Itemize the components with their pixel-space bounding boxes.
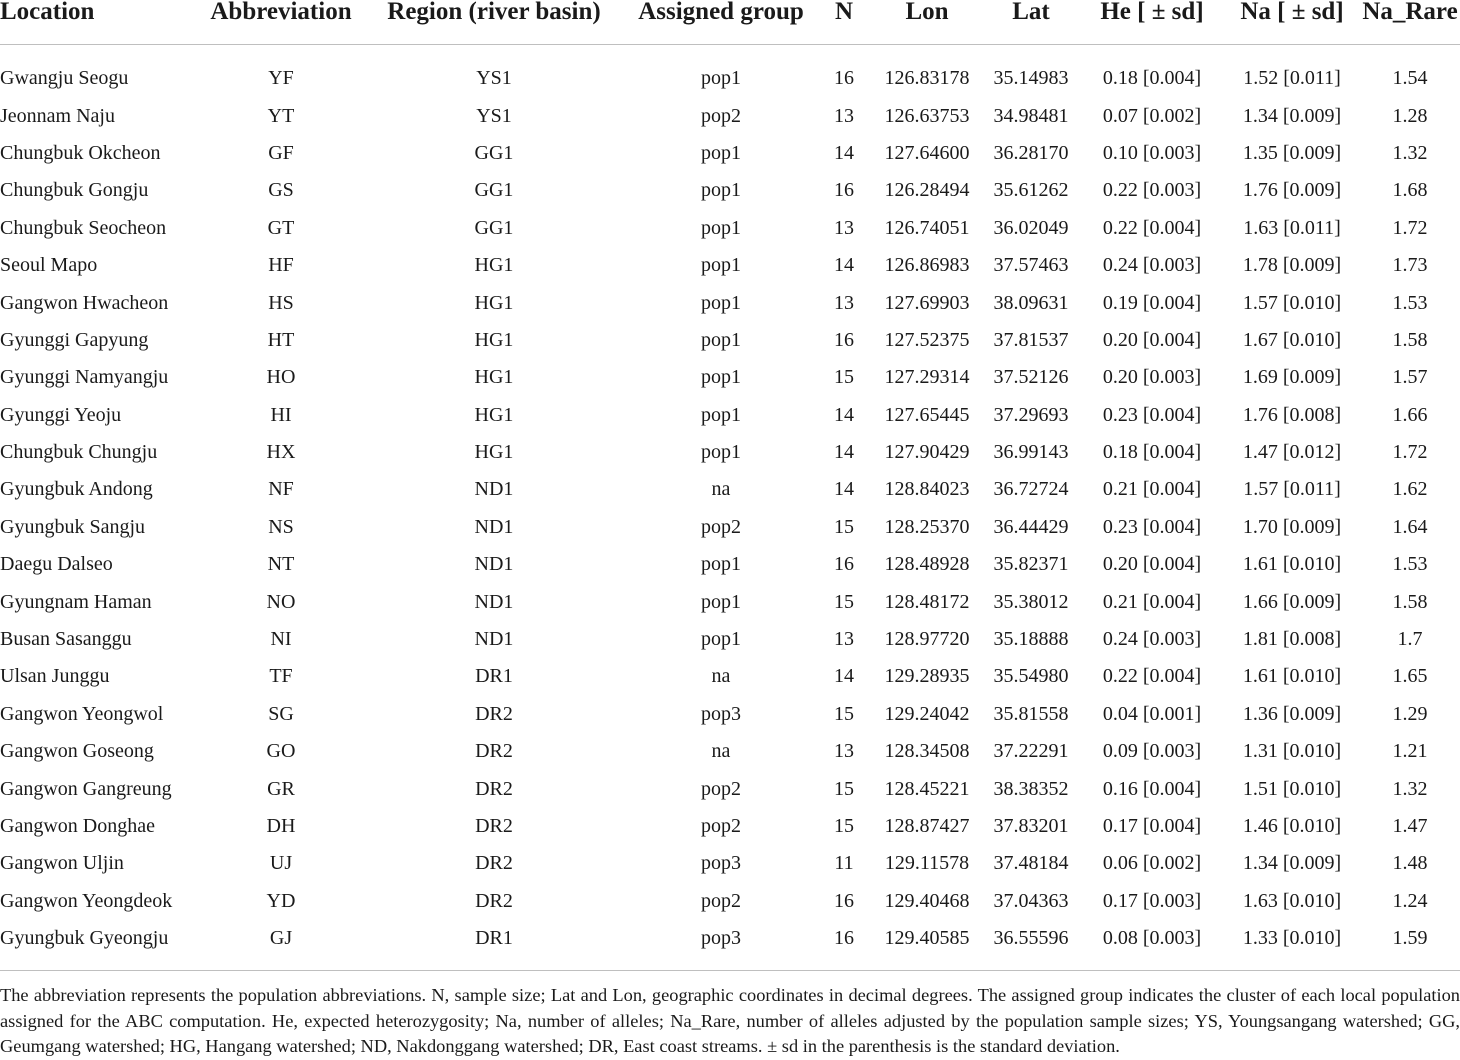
cell-lat: 38.38352	[993, 777, 1069, 800]
col-header-he: He [ ± sd]	[1080, 0, 1224, 45]
cell-abbreviation: HT	[267, 328, 295, 351]
table-row	[0, 808, 1460, 845]
table-row	[0, 845, 1460, 882]
cell-region: DR2	[475, 777, 513, 800]
cell-assigned-group: pop1	[701, 291, 741, 314]
cell-lat: 37.81537	[993, 328, 1069, 351]
cell-na: 1.76 [0.009]	[1242, 179, 1342, 202]
cell-he: 0.10 [0.003]	[1102, 141, 1202, 164]
cell-lat: 36.28170	[993, 141, 1069, 164]
cell-he: 0.22 [0.004]	[1102, 665, 1202, 688]
cell-location: Gyungbuk Gyeongju	[0, 927, 169, 950]
cell-region: DR2	[475, 852, 513, 875]
cell-na: 1.70 [0.009]	[1242, 515, 1342, 538]
cell-n: 16	[834, 927, 854, 950]
cell-region: DR2	[475, 815, 513, 837]
cell-lat: 36.55596	[993, 927, 1069, 950]
cell-n: 15	[834, 702, 854, 725]
cell-lat: 36.99143	[993, 441, 1069, 464]
cell-region: DR2	[475, 702, 513, 725]
table-row	[0, 359, 1460, 396]
cell-location: Gyungbuk Andong	[0, 478, 153, 501]
cell-assigned-group: pop1	[701, 441, 741, 464]
cell-lat: 36.02049	[993, 216, 1069, 239]
cell-lon: 126.74051	[884, 216, 970, 239]
cell-lon: 127.29314	[884, 366, 970, 389]
cell-lon: 128.87427	[884, 815, 970, 837]
cell-lat: 35.18888	[993, 628, 1069, 651]
cell-na-rare: 1.58	[1392, 590, 1428, 613]
cell-abbreviation: SG	[268, 702, 294, 725]
cell-he: 0.08 [0.003]	[1102, 927, 1202, 950]
cell-abbreviation: TF	[269, 665, 293, 688]
cell-n: 14	[834, 254, 854, 277]
cell-he: 0.07 [0.002]	[1102, 104, 1202, 127]
cell-n: 14	[834, 141, 854, 164]
table-row	[0, 621, 1460, 658]
cell-n: 15	[834, 515, 854, 538]
cell-he: 0.18 [0.004]	[1102, 441, 1202, 464]
cell-na: 1.63 [0.011]	[1243, 216, 1341, 239]
cell-location: Gyunggi Yeoju	[0, 403, 122, 426]
table-row	[0, 546, 1460, 583]
table-body	[0, 45, 1460, 958]
cell-location: Gangwon Goseong	[0, 740, 154, 763]
cell-he: 0.16 [0.004]	[1102, 777, 1202, 800]
cell-abbreviation: NT	[267, 553, 295, 576]
cell-location: Gangwon Yeongdeok	[0, 889, 173, 912]
cell-na-rare: 1.64	[1392, 515, 1428, 538]
cell-lon: 128.25370	[884, 515, 970, 538]
cell-na-rare: 1.65	[1392, 665, 1428, 688]
cell-abbreviation: NI	[270, 628, 292, 651]
cell-he: 0.21 [0.004]	[1102, 590, 1202, 613]
cell-abbreviation: YT	[267, 104, 295, 127]
table-row	[0, 322, 1460, 359]
cell-na-rare: 1.28	[1392, 104, 1428, 127]
cell-assigned-group: pop1	[701, 553, 741, 576]
cell-lon: 127.65445	[884, 403, 970, 426]
table-row	[0, 247, 1460, 284]
cell-n: 14	[834, 403, 854, 426]
cell-n: 14	[834, 441, 854, 464]
cell-assigned-group: pop3	[701, 927, 741, 950]
cell-na-rare: 1.32	[1392, 777, 1428, 800]
col-header-assigned-group: Assigned group	[626, 0, 816, 45]
cell-lat: 35.38012	[993, 590, 1069, 613]
cell-region: DR1	[475, 665, 513, 688]
cell-na: 1.34 [0.009]	[1242, 104, 1342, 127]
cell-lat: 37.52126	[993, 366, 1069, 389]
cell-region: ND1	[474, 628, 514, 651]
cell-abbreviation: GF	[268, 141, 294, 164]
cell-na-rare: 1.53	[1392, 553, 1428, 576]
cell-he: 0.24 [0.003]	[1102, 628, 1202, 651]
cell-he: 0.23 [0.004]	[1102, 403, 1202, 426]
cell-n: 15	[834, 590, 854, 613]
table-row	[0, 696, 1460, 733]
col-header-lat: Lat	[982, 0, 1080, 45]
cell-lat: 36.44429	[993, 515, 1069, 538]
cell-na-rare: 1.54	[1392, 67, 1428, 90]
cell-na: 1.33 [0.010]	[1242, 927, 1342, 950]
cell-na: 1.51 [0.010]	[1242, 777, 1342, 800]
cell-lon: 126.63753	[884, 104, 970, 127]
cell-location: Gwangju Seogu	[0, 67, 129, 90]
cell-region: HG1	[474, 254, 514, 277]
cell-n: 13	[834, 104, 854, 127]
cell-location: Gyungbuk Sangju	[0, 515, 145, 538]
cell-lon: 129.40585	[884, 927, 970, 950]
cell-lat: 36.72724	[993, 478, 1069, 501]
header-spacer	[0, 45, 1460, 61]
cell-he: 0.22 [0.004]	[1102, 216, 1202, 239]
cell-na: 1.67 [0.010]	[1242, 328, 1342, 351]
cell-region: YS1	[476, 104, 512, 127]
cell-lat: 35.54980	[993, 665, 1069, 688]
cell-na: 1.46 [0.010]	[1242, 815, 1342, 837]
cell-assigned-group: pop1	[701, 141, 741, 164]
cell-n: 15	[834, 815, 854, 837]
cell-na: 1.31 [0.010]	[1242, 740, 1342, 763]
cell-na-rare: 1.48	[1392, 852, 1428, 875]
cell-region: ND1	[474, 553, 514, 576]
cell-region: HG1	[474, 328, 514, 351]
cell-lon: 129.28935	[884, 665, 970, 688]
cell-assigned-group: na	[711, 665, 731, 688]
cell-na-rare: 1.72	[1392, 441, 1428, 464]
table-row	[0, 733, 1460, 770]
cell-na-rare: 1.68	[1392, 179, 1428, 202]
cell-lon: 127.52375	[884, 328, 970, 351]
table-row	[0, 434, 1460, 471]
table-row	[0, 397, 1460, 434]
cell-na: 1.52 [0.011]	[1243, 67, 1341, 90]
cell-assigned-group: pop1	[701, 328, 741, 351]
cell-abbreviation: HI	[270, 403, 292, 426]
cell-abbreviation: NO	[266, 590, 296, 613]
cell-location: Jeonnam Naju	[0, 104, 115, 127]
table-row	[0, 583, 1460, 620]
cell-na-rare: 1.7	[1397, 628, 1423, 651]
cell-region: GG1	[474, 179, 514, 202]
cell-na: 1.57 [0.010]	[1242, 291, 1342, 314]
cell-n: 16	[834, 553, 854, 576]
cell-location: Gangwon Gangreung	[0, 777, 172, 800]
cell-location: Seoul Mapo	[0, 254, 98, 277]
cell-region: ND1	[474, 590, 514, 613]
cell-na-rare: 1.21	[1392, 740, 1428, 763]
cell-assigned-group: pop1	[701, 67, 741, 90]
cell-na: 1.47 [0.012]	[1242, 441, 1342, 464]
cell-na-rare: 1.32	[1392, 141, 1428, 164]
col-header-abbreviation: Abbreviation	[200, 0, 362, 45]
cell-na: 1.36 [0.009]	[1242, 702, 1342, 725]
cell-he: 0.17 [0.004]	[1102, 815, 1202, 837]
cell-lat: 37.04363	[993, 889, 1069, 912]
cell-location: Gangwon Yeongwol	[0, 702, 164, 725]
cell-he: 0.20 [0.003]	[1102, 366, 1202, 389]
cell-abbreviation: YF	[268, 67, 294, 90]
cell-he: 0.09 [0.003]	[1102, 740, 1202, 763]
cell-assigned-group: pop3	[701, 852, 741, 875]
cell-abbreviation: NS	[268, 515, 294, 538]
cell-lon: 128.48172	[884, 590, 970, 613]
col-header-location: Location	[0, 0, 200, 45]
cell-na-rare: 1.62	[1392, 478, 1428, 501]
cell-lat: 37.57463	[993, 254, 1069, 277]
cell-na: 1.61 [0.010]	[1242, 553, 1342, 576]
cell-he: 0.22 [0.003]	[1102, 179, 1202, 202]
cell-lon: 126.28494	[884, 179, 970, 202]
cell-n: 14	[834, 665, 854, 688]
cell-lon: 126.86983	[884, 254, 970, 277]
cell-he: 0.17 [0.003]	[1102, 889, 1202, 912]
cell-lon: 127.64600	[884, 141, 970, 164]
cell-lon: 128.45221	[884, 777, 970, 800]
col-header-region: Region (river basin)	[362, 0, 626, 45]
cell-region: HG1	[474, 366, 514, 389]
cell-na-rare: 1.59	[1392, 927, 1428, 950]
cell-na: 1.81 [0.008]	[1242, 628, 1342, 651]
cell-na-rare: 1.57	[1392, 366, 1428, 389]
table-row	[0, 135, 1460, 172]
cell-he: 0.19 [0.004]	[1102, 291, 1202, 314]
cell-n: 13	[834, 628, 854, 651]
cell-he: 0.24 [0.003]	[1102, 254, 1202, 277]
col-header-na-rare: Na_Rare	[1360, 0, 1460, 45]
cell-assigned-group: pop3	[701, 702, 741, 725]
cell-lon: 128.34508	[884, 740, 970, 763]
cell-location: Gangwon Donghae	[0, 815, 155, 837]
cell-assigned-group: pop2	[701, 815, 741, 837]
cell-lon: 126.83178	[884, 67, 970, 90]
cell-n: 13	[834, 740, 854, 763]
cell-region: HG1	[474, 291, 514, 314]
cell-n: 13	[834, 291, 854, 314]
cell-lat: 35.14983	[993, 67, 1069, 90]
cell-lon: 129.11578	[884, 852, 970, 875]
cell-na-rare: 1.47	[1392, 815, 1428, 837]
cell-lat: 34.98481	[993, 104, 1069, 127]
cell-he: 0.18 [0.004]	[1102, 67, 1202, 90]
cell-region: HG1	[474, 441, 514, 464]
cell-region: DR2	[475, 889, 513, 912]
table-row	[0, 509, 1460, 546]
table-row	[0, 770, 1460, 807]
table-row	[0, 97, 1460, 134]
cell-na-rare: 1.24	[1392, 889, 1428, 912]
cell-location: Gyunggi Namyangju	[0, 366, 169, 389]
cell-assigned-group: pop1	[701, 254, 741, 277]
table-footnote: The abbreviation represents the population abbreviations. N, sample size; Lat and Lon, geographic coordinates in decimal degrees. The assigned group indicates the cluster of each local population assigned for the ABC computation. He, expected heterozygosity; Na, number of alleles; Na_Rare, number of alleles adjusted by the population sample sizes; YS, Youngsangang watershed; GG, Geumgang watershed; HG, Hangang watershed; ND, Nakdonggang watershed; DR, East coast streams. ± sd in the parenthesis is the standard deviation.	[0, 970, 1460, 1060]
cell-he: 0.23 [0.004]	[1102, 515, 1202, 538]
cell-na: 1.66 [0.009]	[1242, 590, 1342, 613]
cell-region: ND1	[474, 515, 514, 538]
cell-na-rare: 1.72	[1392, 216, 1428, 239]
cell-lat: 37.22291	[993, 740, 1069, 763]
cell-location: Gangwon Uljin	[0, 852, 124, 875]
cell-lon: 127.69903	[884, 291, 970, 314]
cell-n: 16	[834, 67, 854, 90]
header-row	[0, 0, 1460, 45]
table-row	[0, 920, 1460, 957]
cell-location: Gyunggi Gapyung	[0, 328, 149, 351]
cell-region: YS1	[476, 67, 512, 90]
cell-lon: 128.84023	[884, 478, 970, 501]
cell-lat: 37.83201	[993, 815, 1069, 837]
cell-na: 1.57 [0.011]	[1243, 478, 1341, 501]
cell-region: DR2	[475, 740, 513, 763]
cell-na-rare: 1.53	[1392, 291, 1428, 314]
cell-abbreviation: GT	[267, 216, 295, 239]
cell-abbreviation: HX	[266, 441, 296, 464]
cell-n: 15	[834, 777, 854, 800]
table-row	[0, 60, 1460, 97]
cell-he: 0.06 [0.002]	[1102, 852, 1202, 875]
cell-location: Chungbuk Chungju	[0, 441, 158, 464]
cell-n: 14	[834, 478, 854, 501]
cell-assigned-group: na	[711, 478, 731, 501]
cell-assigned-group: pop1	[701, 590, 741, 613]
cell-lon: 127.90429	[884, 441, 970, 464]
cell-abbreviation: GR	[267, 777, 295, 800]
cell-assigned-group: pop2	[701, 104, 741, 127]
cell-assigned-group: pop2	[701, 515, 741, 538]
cell-assigned-group: na	[711, 740, 731, 763]
col-header-na: Na [ ± sd]	[1224, 0, 1360, 45]
cell-na: 1.76 [0.008]	[1242, 403, 1342, 426]
cell-na-rare: 1.73	[1392, 254, 1428, 277]
cell-region: DR1	[475, 927, 513, 950]
cell-location: Daegu Dalseo	[0, 553, 113, 576]
table-row	[0, 658, 1460, 695]
table-row	[0, 284, 1460, 321]
cell-na: 1.69 [0.009]	[1242, 366, 1342, 389]
cell-abbreviation: GO	[266, 740, 296, 763]
cell-abbreviation: UJ	[269, 852, 293, 875]
cell-assigned-group: pop1	[701, 403, 741, 426]
cell-abbreviation: GJ	[269, 927, 293, 950]
cell-lon: 129.40468	[884, 889, 970, 912]
cell-abbreviation: NF	[268, 478, 294, 501]
table-row	[0, 210, 1460, 247]
cell-he: 0.21 [0.004]	[1102, 478, 1202, 501]
cell-na-rare: 1.58	[1392, 328, 1428, 351]
cell-he: 0.20 [0.004]	[1102, 553, 1202, 576]
cell-lon: 128.97720	[884, 628, 970, 651]
cell-n: 16	[834, 889, 854, 912]
cell-n: 11	[834, 852, 854, 875]
cell-location: Chungbuk Okcheon	[0, 141, 161, 164]
cell-location: Gyungnam Haman	[0, 590, 152, 613]
cell-lon: 129.24042	[884, 702, 970, 725]
cell-na: 1.34 [0.009]	[1242, 852, 1342, 875]
cell-location: Chungbuk Gongju	[0, 179, 149, 202]
cell-assigned-group: pop1	[701, 216, 741, 239]
cell-n: 16	[834, 179, 854, 202]
cell-na-rare: 1.66	[1392, 403, 1428, 426]
cell-region: HG1	[474, 403, 514, 426]
table-row	[0, 471, 1460, 508]
cell-na: 1.61 [0.010]	[1242, 665, 1342, 688]
col-header-n: N	[816, 0, 872, 45]
cell-lat: 35.61262	[993, 179, 1069, 202]
cell-assigned-group: pop1	[701, 366, 741, 389]
cell-region: ND1	[474, 478, 514, 501]
cell-assigned-group: pop2	[701, 889, 741, 912]
cell-location: Ulsan Junggu	[0, 665, 110, 688]
cell-lat: 37.48184	[993, 852, 1069, 875]
cell-location: Busan Sasanggu	[0, 628, 132, 651]
cell-assigned-group: pop2	[701, 777, 741, 800]
cell-lat: 37.29693	[993, 403, 1069, 426]
cell-na: 1.78 [0.009]	[1242, 254, 1342, 277]
cell-n: 13	[834, 216, 854, 239]
cell-abbreviation: HO	[266, 366, 296, 389]
cell-na: 1.63 [0.010]	[1242, 889, 1342, 912]
cell-n: 16	[834, 328, 854, 351]
cell-na-rare: 1.29	[1392, 702, 1428, 725]
cell-he: 0.20 [0.004]	[1102, 328, 1202, 351]
cell-na: 1.35 [0.009]	[1242, 141, 1342, 164]
cell-region: GG1	[474, 141, 514, 164]
cell-abbreviation: HF	[268, 254, 294, 277]
cell-he: 0.04 [0.001]	[1102, 702, 1202, 725]
cell-assigned-group: pop1	[701, 179, 741, 202]
table-row	[0, 172, 1460, 209]
cell-location: Gangwon Hwacheon	[0, 291, 169, 314]
cell-lon: 128.48928	[884, 553, 970, 576]
cell-n: 15	[834, 366, 854, 389]
cell-lat: 38.09631	[993, 291, 1069, 314]
col-header-lon: Lon	[872, 0, 982, 45]
cell-location: Chungbuk Seocheon	[0, 216, 167, 239]
cell-assigned-group: pop1	[701, 628, 741, 651]
cell-abbreviation: YD	[266, 889, 296, 912]
cell-lat: 35.81558	[993, 702, 1069, 725]
cell-abbreviation: GS	[268, 179, 294, 202]
cell-region: GG1	[474, 216, 514, 239]
cell-lat: 35.82371	[993, 553, 1069, 576]
table-row	[0, 883, 1460, 920]
cell-abbreviation: HS	[268, 291, 294, 314]
cell-abbreviation: DH	[266, 815, 296, 837]
